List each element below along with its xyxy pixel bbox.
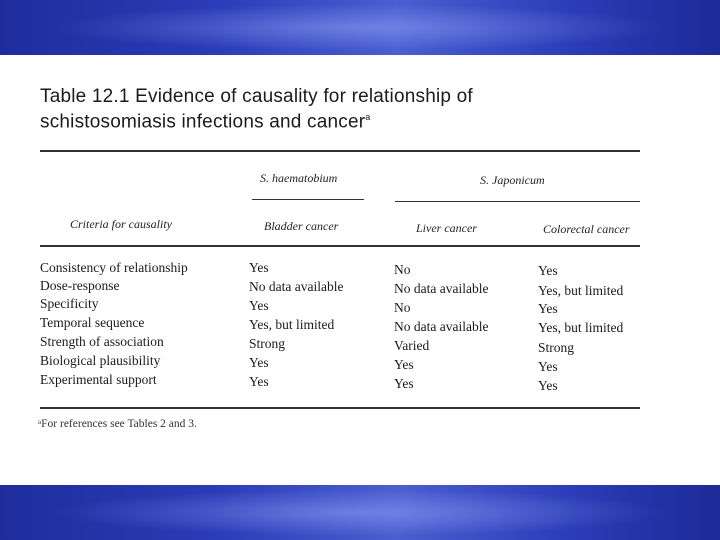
top-banner bbox=[0, 0, 720, 55]
cell-colorectal: Yes, but limited bbox=[538, 283, 624, 298]
column-header-colorectal: Colorectal cancer bbox=[543, 222, 630, 236]
table-title-line-2: schistosomiasis infections and cancer bbox=[40, 111, 366, 133]
cell-liver: Yes bbox=[394, 376, 414, 391]
row-label: Specificity bbox=[40, 296, 99, 311]
cell-liver: No bbox=[394, 300, 411, 315]
group-header-haematobium: S. haematobium bbox=[260, 171, 338, 185]
cell-colorectal: Yes, but limited bbox=[538, 320, 624, 335]
group-rule-haematobium bbox=[252, 199, 364, 200]
table-footnote: ᵃFor references see Tables 2 and 3. bbox=[38, 418, 197, 430]
cell-bladder: Yes bbox=[249, 260, 269, 275]
cell-liver: Varied bbox=[394, 338, 430, 353]
table-title-line-1: Table 12.1 Evidence of causality for relationship of bbox=[40, 86, 473, 107]
title-footnote-marker: a bbox=[365, 112, 371, 122]
cell-liver: No data available bbox=[394, 281, 489, 296]
header-bottom-rule bbox=[40, 245, 640, 247]
row-label: Consistency of relationship bbox=[40, 260, 188, 275]
cell-liver: No data available bbox=[394, 319, 489, 334]
cell-liver: Yes bbox=[394, 357, 414, 372]
table-bottom-rule bbox=[40, 407, 640, 409]
row-label: Biological plausibility bbox=[40, 353, 161, 368]
group-rule-japonicum bbox=[395, 201, 640, 202]
column-header-bladder: Bladder cancer bbox=[264, 219, 339, 233]
cell-bladder: No data available bbox=[249, 279, 344, 294]
cell-bladder: Yes bbox=[249, 374, 269, 389]
table-title bbox=[40, 86, 540, 132]
row-label: Experimental support bbox=[40, 372, 157, 387]
cell-bladder: Yes bbox=[249, 355, 269, 370]
group-header-japonicum: S. Japonicum bbox=[480, 173, 545, 187]
column-header-liver: Liver cancer bbox=[416, 221, 477, 235]
cell-colorectal: Strong bbox=[538, 340, 575, 355]
row-label: Dose-response bbox=[40, 278, 120, 293]
cell-colorectal: Yes bbox=[538, 301, 558, 316]
column-header-criteria: Criteria for causality bbox=[70, 217, 172, 231]
bottom-banner bbox=[0, 485, 720, 540]
row-label: Temporal sequence bbox=[40, 315, 145, 330]
cell-colorectal: Yes bbox=[538, 263, 558, 278]
cell-liver: No bbox=[394, 262, 411, 277]
cell-bladder: Yes, but limited bbox=[249, 317, 335, 332]
cell-bladder: Yes bbox=[249, 298, 269, 313]
cell-bladder: Strong bbox=[249, 336, 286, 351]
row-label: Strength of association bbox=[40, 334, 164, 349]
cell-colorectal: Yes bbox=[538, 359, 558, 374]
table-top-rule bbox=[40, 150, 640, 152]
cell-colorectal: Yes bbox=[538, 378, 558, 393]
